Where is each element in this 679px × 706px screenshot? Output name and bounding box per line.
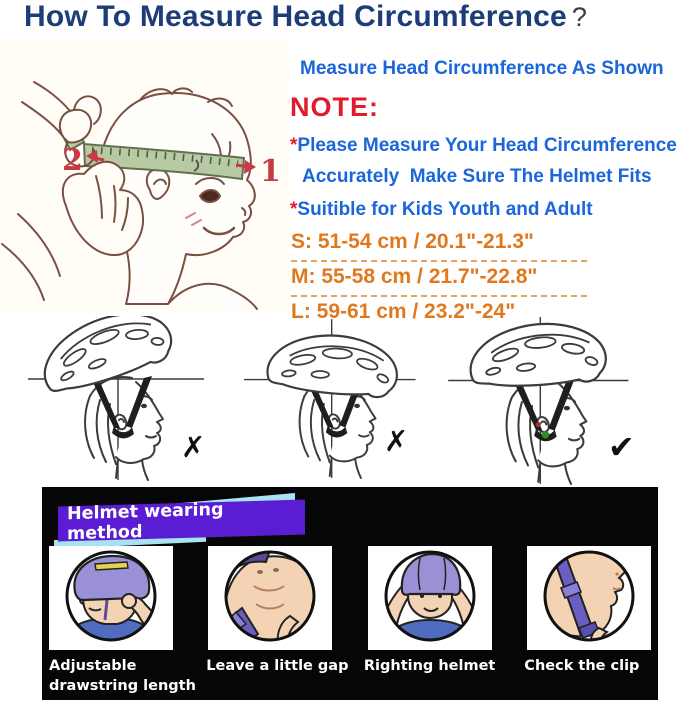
fit-figure-tilted-back [26,316,226,488]
size-row-m: M: 55-58 cm / 21.7"-22.8" [291,262,587,297]
banner-box [58,500,305,542]
measure-heading: Measure Head Circumference As Shown [300,58,664,79]
page-title-text: How To Measure Head Circumference [24,0,567,33]
fit-figure-tilted-forward [242,318,442,486]
helmet-fit-svg-2 [242,318,437,484]
step-tile-righting [368,546,492,650]
step-caption-righting: Righting helmet [363,658,496,674]
step-illustration-clip [527,546,651,650]
instruction-text: Accurately Make Sure The Helmet Fits [302,166,652,187]
step-illustration-gap [208,546,332,650]
step-tile-drawstring [49,546,173,650]
page-title-question-mark: ? [571,2,588,32]
instruction-text: Suitible for Kids Youth and Adult [297,199,593,220]
size-chart [291,227,587,330]
size-row-s: S: 51-54 cm / 20.1"-21.3" [291,227,587,262]
banner-text: Helmet wearing method [67,499,224,544]
step-tile-clip [527,546,651,650]
page-title [24,0,587,34]
baby-eye [200,190,220,202]
step-illustration-righting [368,546,492,650]
wrong-mark-icon: ✗ [181,430,206,464]
step-illustration-drawstring [49,546,173,650]
step-tile-gap [208,546,332,650]
instruction-text: Please Measure Your Head Circumference [297,135,677,156]
note-label: NOTE: [290,92,379,122]
size-row-l: L: 59-61 cm / 23.2"-24" [291,300,516,323]
step-caption-drawstring: Adjustable drawstring length [49,658,196,694]
measure-step-1-label: 1 [260,154,281,189]
info-column [288,50,679,330]
asterisk: * [290,135,298,156]
fit-figure-correct [446,316,658,491]
wearing-captions-row [42,657,658,696]
measure-step-2-label: 2 [62,143,83,178]
instruction-line-3 [290,199,679,221]
wrong-mark-icon: ✗ [384,424,409,458]
chin-clip-dot-green [542,431,549,438]
baby-measure-illustration [0,38,290,310]
check-mark-icon: ✔ [608,428,635,466]
wearing-method-panel [42,487,658,700]
instruction-line-2 [302,166,679,188]
wearing-banner [52,492,307,550]
step-caption-clip: Check the clip [524,658,640,674]
step-caption-gap: Leave a little gap [206,658,349,674]
asterisk: * [290,199,298,220]
strap-guide-dot-red [536,422,541,427]
wearing-steps-row [42,546,658,650]
instruction-line-1 [290,135,679,157]
